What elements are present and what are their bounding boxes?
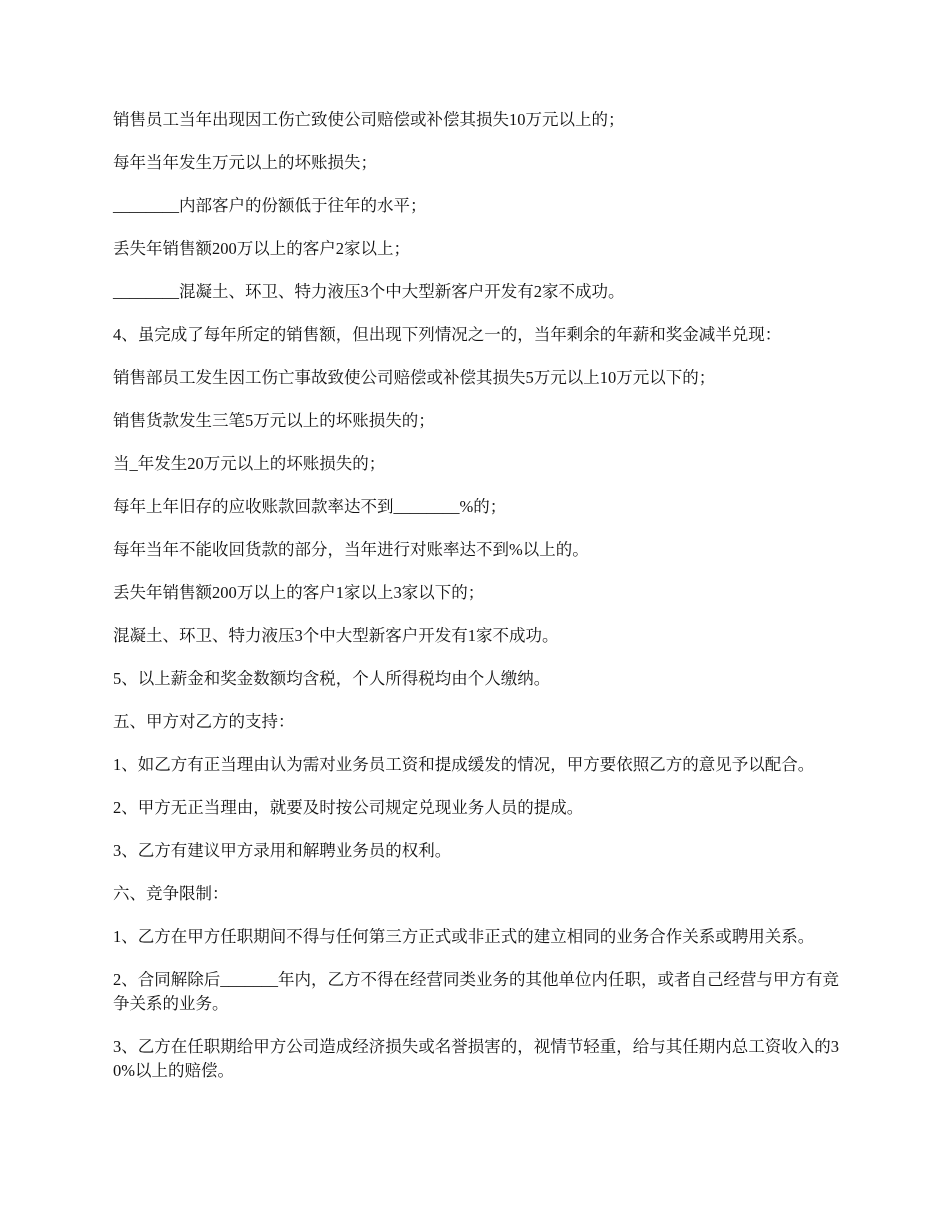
paragraph: 3、乙方有建议甲方录用和解聘业务员的权利。 (113, 841, 452, 860)
paragraph: 每年当年发生万元以上的坏账损失； (113, 153, 377, 172)
paragraph: 3、乙方在任职期给甲方公司造成经济损失或名誉损害的，视情节轻重，给与其任期内总工资收入的30%以上的赔偿。 (113, 1037, 839, 1080)
paragraph: 丢失年销售额200万以上的客户2家以上； (113, 239, 410, 258)
paragraph: 每年上年旧存的应收账款回款率达不到________%的； (113, 497, 507, 516)
paragraph: 1、如乙方有正当理由认为需对业务员工资和提成缓发的情况，甲方要依照乙方的意见予以配合。 (113, 755, 815, 774)
paragraph: 4、虽完成了每年所定的销售额，但出现下列情况之一的，当年剩余的年薪和奖金减半兑现： (113, 325, 782, 344)
paragraph: 销售部员工发生因工伤亡事故致使公司赔偿或补偿其损失5万元以上10万元以下的； (113, 368, 716, 387)
section-heading: 六、竞争限制： (113, 884, 229, 903)
paragraph: 1、乙方在甲方任职期间不得与任何第三方正式或非正式的建立相同的业务合作关系或聘用关系。 (113, 927, 815, 946)
paragraph: 丢失年销售额200万以上的客户1家以上3家以下的； (113, 583, 485, 602)
paragraph: 销售员工当年出现因工伤亡致使公司赔偿或补偿其损失10万元以上的； (113, 110, 625, 129)
paragraph: 2、甲方无正当理由，就要及时按公司规定兑现业务人员的提成。 (113, 798, 584, 817)
paragraph: 销售货款发生三笔5万元以上的坏账损失的； (113, 411, 435, 430)
paragraph: 每年当年不能收回货款的部分，当年进行对账率达不到%以上的。 (113, 540, 589, 559)
paragraph: 2、合同解除后_______年内，乙方不得在经营同类业务的其他单位内任职，或者自己经营与甲方有竞争关系的业务。 (113, 970, 839, 1013)
paragraph: ________内部客户的份额低于往年的水平； (113, 196, 427, 215)
paragraph: ________混凝土、环卫、特力液压3个中大型新客户开发有2家不成功。 (113, 282, 625, 301)
paragraph: 当_年发生20万元以上的坏账损失的； (113, 454, 386, 473)
paragraph: 混凝土、环卫、特力液压3个中大型新客户开发有1家不成功。 (113, 626, 559, 645)
section-heading: 五、甲方对乙方的支持： (113, 712, 295, 731)
document-body (113, 108, 843, 1102)
paragraph: 5、以上薪金和奖金数额均含税，个人所得税均由个人缴纳。 (113, 669, 551, 688)
